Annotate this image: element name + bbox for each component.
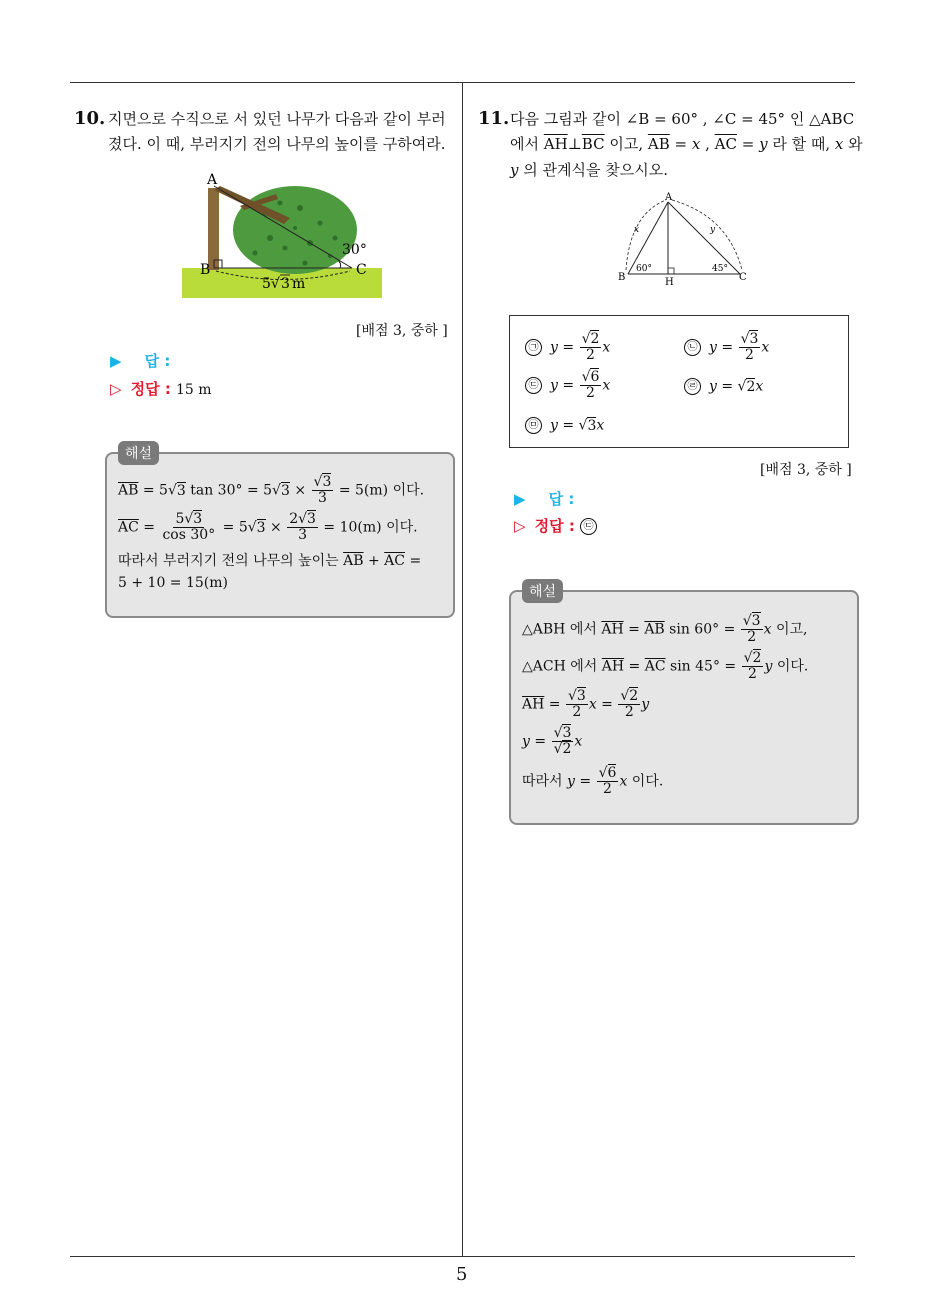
triangle-icon: ▷ xyxy=(110,380,122,398)
arc-x xyxy=(626,200,666,270)
length-rad: 3 xyxy=(281,276,290,292)
explanation-line1: $\overline{AB} = 5√3$ tan 30° = 5√3 × $\frac{√3}{3}$ = 5(m) 이다. xyxy=(118,474,425,506)
score: [배점 3, 중하 ] xyxy=(356,323,448,339)
svg-text:H: H xyxy=(665,277,674,288)
explanation-line4: y = $\frac{√3}{√2}$ x xyxy=(522,725,583,757)
question-text-line3: y 의 관계식을 찾으시오. xyxy=(510,161,668,179)
correct-label: 정답 : xyxy=(130,380,171,398)
explanation-line5: 따라서 y = $\frac{√6}{2}$ x 이다. xyxy=(522,765,664,797)
length-unit: m xyxy=(292,276,306,292)
correct-answer-row xyxy=(110,378,211,399)
question-text-line2: 에서 $\overline{AH}\perp\overline{BC}$ 이고, $\overline{AB} = x$ , $\overline{AC} = y$ 라 할 때, x 와 xyxy=(510,135,863,153)
answer-label: 답 : xyxy=(144,352,171,370)
answer-label: 답 : xyxy=(548,490,575,508)
correct-answer-row xyxy=(514,515,605,536)
question-text-line1: 다음 그림과 같이 ∠B = 60° , ∠C = 45° 인 △ABC xyxy=(510,110,855,128)
answer-row xyxy=(514,488,574,509)
question-number: 11. xyxy=(478,108,510,129)
explanation-line3: 따라서 부러지기 전의 나무의 높이는 $\overline{AB} + \overline{AC}$ = xyxy=(118,553,422,569)
choice-1[interactable]: ㉠ y = $\frac{√2}{2}$ x xyxy=(525,332,610,363)
triangle-figure xyxy=(616,190,754,288)
explanation-line3: $\overline{AH}$ = $\frac{√3}{2}$ x = $\frac{√2}{2}$ y xyxy=(522,688,650,720)
explanation-line1: △ABH 에서 $\overline{AH} = \overline{AB}$ sin 60° = $\frac{√3}{2}$ x 이고, xyxy=(522,613,808,645)
broken-tree-figure xyxy=(180,168,384,300)
choice-3[interactable]: ㉢ y = $\frac{√6}{2}$ x xyxy=(525,370,610,401)
label-c: C xyxy=(356,262,367,278)
page-number: 5 xyxy=(456,1264,468,1285)
explanation-tag: 해설 xyxy=(118,441,159,465)
explanation-tag: 해설 xyxy=(522,579,563,603)
question-text-line2: 졌다. 이 때, 부러지기 전의 나무의 높이를 구하여라. xyxy=(108,135,446,153)
label-b: B xyxy=(200,262,211,278)
length-coef: 5 xyxy=(262,276,271,292)
choice-4[interactable]: ㉣ y = √2x xyxy=(684,378,763,395)
choice-2[interactable]: ㉡ y = $\frac{√3}{2}$ x xyxy=(684,332,769,363)
play-icon: ▶ xyxy=(110,352,122,370)
score: [배점 3, 중하 ] xyxy=(760,462,852,478)
right-angle-mark xyxy=(668,268,674,274)
angle-label: 30° xyxy=(342,242,367,258)
correct-label: 정답 : xyxy=(534,517,575,535)
column-divider xyxy=(462,82,463,1257)
arc-y xyxy=(672,200,742,270)
correct-value: ㉢ xyxy=(580,518,597,535)
question-text-line1: 지면으로 수직으로 서 있던 나무가 다음과 같이 부러 xyxy=(108,110,446,128)
svg-text:45°: 45° xyxy=(712,264,728,274)
svg-text:60°: 60° xyxy=(636,264,652,274)
side-ac xyxy=(668,202,740,274)
svg-text:C: C xyxy=(739,272,747,283)
bottom-rule xyxy=(70,1256,855,1257)
label-a: A xyxy=(207,172,218,188)
svg-text:B: B xyxy=(618,272,626,283)
svg-text:A: A xyxy=(665,192,673,203)
explanation-line2: △ACH 에서 $\overline{AH} = \overline{AC}$ sin 45° = $\frac{√2}{2}$ y 이다. xyxy=(522,650,809,682)
tree-trunk xyxy=(208,188,219,270)
choice-5[interactable]: ㉤ y = √3x xyxy=(525,417,604,434)
svg-text:√: √ xyxy=(271,276,280,292)
question-number: 10. xyxy=(74,108,106,129)
svg-text:x: x xyxy=(634,225,640,235)
explanation-line2: $\overline{AC}$ = $\frac{5√3}{\cos 30^\circ}$ = 5√3 × $\frac{2√3}{3}$ = 10(m) 이다. xyxy=(118,511,418,543)
correct-value: 15 m xyxy=(175,382,212,398)
svg-text:y: y xyxy=(710,225,716,235)
triangle-icon: ▷ xyxy=(514,517,526,535)
explanation-line4: 5 + 10 = 15(m) xyxy=(118,575,228,591)
play-icon: ▶ xyxy=(514,490,526,508)
answer-row xyxy=(110,350,170,371)
